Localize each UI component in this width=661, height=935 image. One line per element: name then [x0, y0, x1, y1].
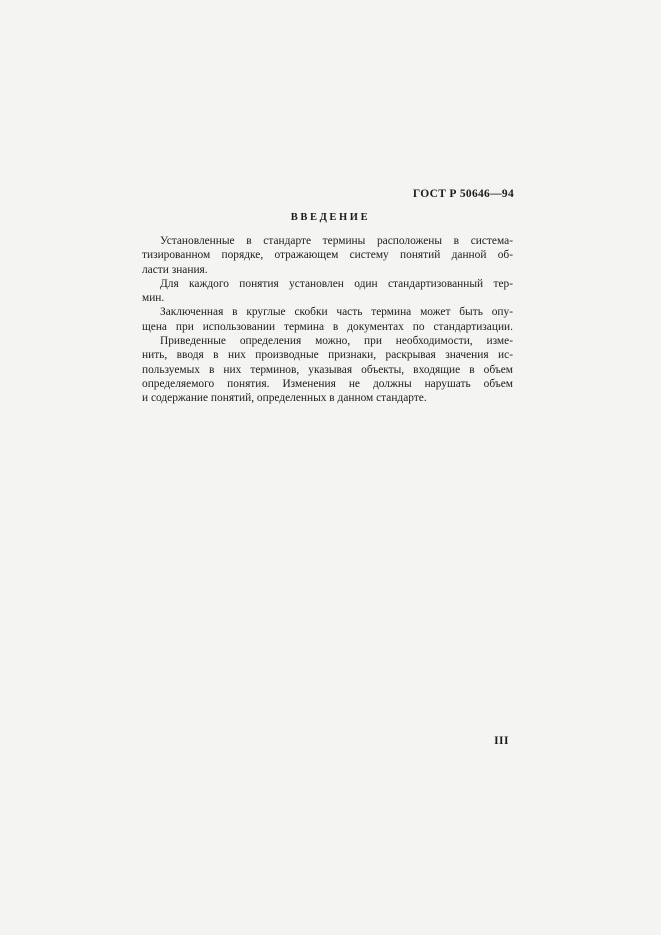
text-line: Приведенные определения можно, при необходимости, изме-: [160, 335, 513, 348]
body-text: [142, 234, 513, 406]
paragraph: [142, 305, 513, 334]
document-code: ГОСТ Р 50646—94: [412, 188, 514, 200]
text-line: Установленные в стандарте термины расположены в системa-: [160, 235, 513, 247]
section-heading: ВВЕДЕНИЕ: [290, 212, 371, 223]
text-line: Для каждого понятия установлен один стандартизованный тер-: [160, 277, 513, 290]
text-line: определяемого понятия. Изменения не должны нарушать объем: [142, 377, 513, 390]
page-number: III: [494, 735, 509, 747]
paragraph: [142, 277, 513, 306]
paragraph: [142, 334, 513, 405]
text-line: Заключенная в круглые скобки часть термина может быть опу-: [160, 306, 513, 319]
text-line: и содержание понятий, определенных в данном стандарте.: [142, 392, 427, 405]
text-line: тизированном порядке, отражающем систему понятий данной об-: [142, 249, 513, 262]
text-line: мин.: [142, 292, 165, 305]
text-line: ласти знания.: [142, 263, 208, 276]
text-line: щена при использовании термина в документах по стандартизации.: [142, 320, 513, 333]
paragraph: [142, 234, 513, 277]
text-line: пользуемых в них терминов, указывая объекты, входящие в объем: [142, 363, 513, 376]
text-line: нить, вводя в них производные признаки, раскрывая значения ис-: [142, 349, 513, 362]
